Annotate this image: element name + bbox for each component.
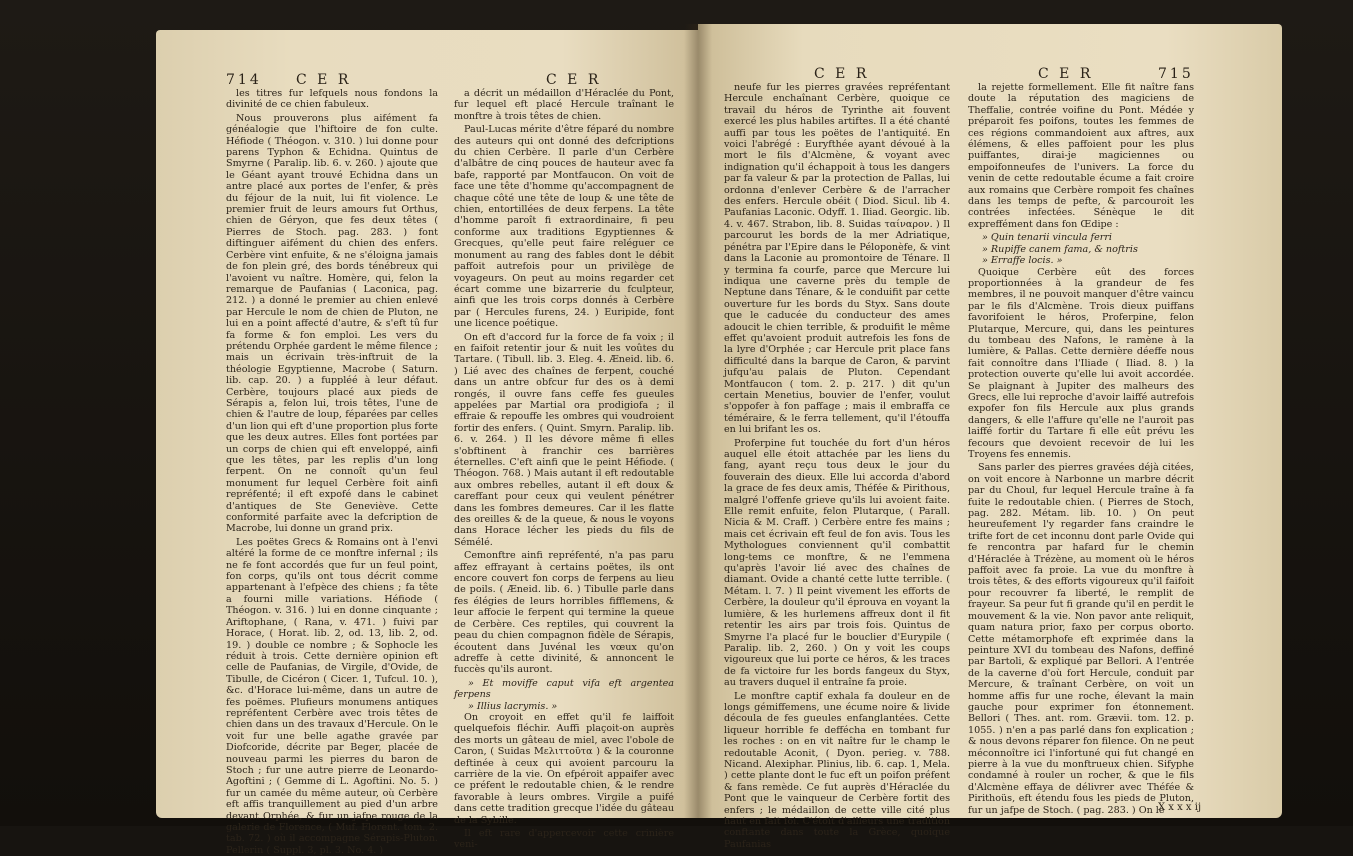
left-column-1 — [226, 88, 438, 856]
paragraph: Le monftre captif exhala fa douleur en de longs gémiffemens, une écume noire & livide découla de fes gueules enfanglantées. Cette liqueur horrible fe deffécha en tombant fur les roches : on en vit naître fur le champ le redoutable Aconit, ( Dyon. perieg. v. 788. Nicand. Alexiphar. Plinius, lib. 6. cap. 1, Mela. ) cette plante dont le fuc eft un poifon préfent & fans remède. Ce fut auprès d'Héraclée du Pont que le vainqueur de Cerbère fortit des enfers ; le médaillon de cette ville cité plus haut en fait foi. C'étoit d'ailleurs une tradition conftante dans toute la Grèce, quoique Paufanias — [724, 690, 950, 850]
paragraph: On croyoit en effet qu'il fe laiffoit quelquefois fléchir. Auffi plaçoit-on auprès des morts un gâteau de miel, avec l'obole de Caron, ( Suidas Μελιττοῦτα ) & la couronne deftinée à ceux qui avoient parcouru la carrière de la vie. On efpéroit appaifer avec ce préfent le redoutable chien, & le rendre favorable à leurs ombres. Virgile a puifé dans cette tradition grecque l'idée du gâteau de la Sybille. — [454, 711, 674, 826]
paragraph: Nous prouverons plus aifément fa généalogie que l'hiftoire de fon culte. Héfiode ( Théogon. v. 310. ) lui donne pour parens Typhon & Echidna. Quintus de Smyrne ( Paralip. lib. 6. v. 260. ) ajoute que le Géant ayant trouvé Echidna dans un antre placé aux portes de l'enfer, & près du féjour de la nuit, lui fit violence. Le premier fruit de leurs amours fut Orthus, chien de Géryon, que fes deux têtes ( Pierres de Stoch. pag. 283. ) font diftinguer aifément du chien des enfers. Cerbère vint enfuite, & ne s'éloigna jamais de fon plein gré, des bords ténébreux qui l'avoient vu naître. Homère, qui, felon la remarque de Paufanias ( Laconica, pag. 212. ) a donné le premier au chien enlevé par Hercule le nom de chien de Pluton, ne lui en a point affecté d'autre, & s'eft tû fur fa forme & fon emploi. Les vers du prétendu Orphée gardent le même filence ; mais un écrivain très-inftruit de la théologie Egyptienne, Macrobe ( Saturn. lib. cap. 20. ) a fuppléé à leur défaut. Cerbère, toujours placé aux pieds de Sérapis a, felon lui, trois têtes, l'une de chien & l'autre de loup, féparées par celles d'un lion qui eft d'une proportion plus forte que les deux autres. Elles font portées par un corps de chien qui eft enveloppé, ainfi que les têtes, par les replis d'un long ferpent. On ne connoît qu'un feul monument fur lequel Cerbère foit ainfi repréfenté; il eft expofé dans le cabinet d'antiques de Ste Geneviève. Cette conformité parfaite avec la defcription de Macrobe, lui donne un grand prix. — [226, 112, 438, 535]
verse-line: » Erraffe locis. » — [982, 255, 1063, 267]
paragraph: a décrit un médaillon d'Héraclée du Pont, fur lequel eft placé Hercule traînant le monftre à trois têtes de chien. — [454, 88, 674, 122]
right-running-head-second: C E R — [1038, 66, 1094, 82]
paragraph: On eft d'accord fur la force de fa voix ; il en faifoit retentir jour & nuit les voûtes du Tartare. ( Tibull. lib. 3. Eleg. 4. Æneid. lib. 6. ) Lié avec des chaînes de ferpent, couché dans un antre obfcur fur des os à demi rongés, il ouvre fans ceffe fes gueules appelées par Martial ora prodigiofa ; il effraie & repouffe les ombres qui voudroient fortir des enfers. ( Quint. Smyrn. Paralip. lib. 6. v. 264. ) Il les dévore même fi elles s'obftinent à franchir ces barrières éternelles. C'eft ainfi que le peint Héfiode. ( Théogon. 768. ) Mais autant il eft redoutable aux ombres rebelles, autant il eft doux & careffant pour ceux qui veulent pénétrer dans les fombres demeures. Car il les flatte des oreilles & de la queue, & nous le voyons dans Horace lécher les pieds du fils de Sémélé. — [454, 331, 674, 548]
verse-line: » Quin tenarii vincula ferri — [982, 232, 1112, 244]
paragraph: Cemonftre ainfi repréfenté, n'a pas paru affez effrayant à certains poëtes, ils ont encore couvert fon corps de ferpens au lieu de poils. ( Æneid. lib. 6. ) Tibulle parle dans fes élégies de leurs horribles fifflemens, & leur affocie le ferpent qui termine la queue de Cerbère. Ces reptiles, qui couvrent la peau du chien compagnon fidèle de Sérapis, écoutent dans Juvénal les vœux qu'on adreffe à cette divinité, & annoncent le fuccès qu'ils auront. — [454, 550, 674, 676]
left-running-head-second: C E R — [546, 72, 602, 88]
paragraph: Les poëtes Grecs & Romains ont à l'envi altéré la forme de ce monftre infernal ; ils ne fe font accordés que fur un feul point, fon corps, qu'ils ont tous décrit comme appartenant à l'efpèce des chiens ; fa tête a fourni mille variations. Héfiode ( Théogon. v. 316. ) lui en donne cinquante ; Ariftophane, ( Rana, v. 471. ) fuivi par Horace, ( Horat. lib. 2, od. 13, lib. 2, od. 19. ) double ce nombre ; & Sophocle les réduit à trois. Cette dernière opinion eft celle de Paufanias, de Virgile, d'Ovide, de Tibulle, de Cicéron ( Cicer. 1, Tufcul. 10. ), &c. d'Horace lui-même, dans un autre de fes poëmes. Plufieurs monumens antiques repréfentent Cerbère avec trois têtes de chien dans un des travaux d'Hercule. On le voit fur une belle agathe gravée par Diofcoride, décrite par Beger, placée de nouveau parmi les pierres du baron de Stoch ; fur une autre pierre de Leonardo-Agoftini ; ( Gemme di L. Agoftini. No. 5. ) fur un camée du même auteur, où Cerbère eft affis tranquillement au pied d'un arbre devant Orphée, & fur un jafpe rouge de la galerie de Florence, ( Muf. Florent. tom. 2. tab. 72. ) où il accompagne Sérapis-Pluton. Pellerin ( Suppl. 3, pl. 3. No. 4. ) — [226, 536, 438, 856]
left-running-head: C E R — [296, 72, 352, 88]
right-page — [698, 24, 1282, 850]
paragraph: Sans parler des pierres gravées déjà citées, on voit encore à Narbonne un marbre décrit par du Choul, fur lequel Hercule traîne à fa fuite le redoutable chien. ( Pierres de Stoch, pag. 282. Métam. lib. 10. ) On peut heureufement l'y regarder fans craindre le trifte fort de cet inconnu dont parle Ovide qui fe rencontra par hafard fur le chemin d'Héraclée à Trézène, au moment où le héros paffoit avec fa proie. La vue du monftre à trois têtes, & des efforts vigoureux qu'il faifoit pour recouvrer fa liberté, le remplit de frayeur. Sa peur fut fi grande qu'il en perdit le mouvement & la vie. Non pavor ante reliquit, quam natura prior, faxo per corpus oborto. Cette métamorphofe eft exprimée dans la peinture XVI du tombeau des Nafons, deffiné par Bartoli, & expliqué par Bellori. A l'entrée de la caverne d'où fort Hercule, conduit par Mercure, & traînant Cerbère, on voit un homme affis fur une roche, élevant la main gauche pour exprimer fon étonnement. Bellori ( Thes. ant. rom. Grævii. tom. 12. p. 1055. ) n'en a pas parlé dans fon explication ; & nous devons réparer fon filence. On ne peut méconnoître ici l'infortuné qui fut changé en pierre à la vue du monftrueux chien. Sifyphe condamné à rouler un rocher, & que le fils d'Alcmène effaya de délivrer avec Théfée & Pirithoüs, eft étendu fous les pieds de Pluton, fur un jafpe de Stoch. ( pag. 283. ) On le — [968, 462, 1194, 816]
paragraph: Paul-Lucas mérite d'être féparé du nombre des auteurs qui ont donné des defcriptions du chien Cerbère. Il parle d'un Cerbère d'albâtre de cinq pouces de hauteur avec fa bafe, rapporté par Montfaucon. On voit de face une tête d'homme qu'accompagnent de chaque côté une tête de loup & une tête de chien, entortillées de deux ferpens. La tête d'homme paroît fi extraordinaire, fi peu conforme aux traditions Egyptiennes & Grecques, qu'elle peut faire reléguer ce monument au rang des fables dont le débit paffoit autrefois pour un privilège de voyageurs. On peut au moins regarder cet écart comme une bizarrerie du fculpteur, ainfi que les trois corps donnés à Cerbère par ( Hercules furens, 24. ) Euripide, font une licence poétique. — [454, 124, 674, 330]
verse-line: » Et moviffe caput vifa eft argentea ferpens — [454, 677, 674, 701]
left-column-2 — [454, 88, 674, 851]
right-running-head: C E R — [814, 66, 870, 82]
verse-line: » Illius lacrymis. » — [468, 700, 558, 712]
paragraph: les titres fur lefquels nous fondons la divinité de ce chien fabuleux. — [226, 88, 438, 111]
paragraph: Quoique Cerbère eût des forces proportionnées à la grandeur de fes membres, il ne pouvoit manquer d'être vaincu par le fils d'Alcmène. Trois dieux puiffans favorifoient le héros, Proferpine, felon Plutarque, Mercure, qui, dans les peintures du tombeau des Nafons, le ramène à la lumière, & Pallas. Cette dernière déeffe nous fait connoître dans l'Iliade ( Iliad. 8. ) la protection ouverte qu'elle lui avoit accordée. Se plaignant à Jupiter des malheurs des Grecs, elle lui reproche d'avoir laiffé autrefois expofer fon fils Hercule aux plus grands dangers, & elle l'affure qu'elle ne l'auroit pas laiffé fortir du Tartare fi elle eût prévu les fecours que devoient recevoir de lui les Troyens fes ennemis. — [968, 266, 1194, 460]
paragraph: neufe fur les pierres gravées repréfentant Hercule enchaînant Cerbère, quoique ce travail du héros de Tyrinthe ait fouvent exercé les plus habiles artiftes. Il a été chanté auffi par tous les poëtes de l'antiquité. En voici l'abrégé : Euryfthée ayant dévoué à la mort le fils d'Alcmène, & voyant avec indignation qu'il échappoit à tous les dangers par fa valeur & par la protection de Pallas, lui ordonna d'enlever Cerbère & de l'arracher des enfers. Hercule obéit ( Diod. Sicul. lib 4. Paufanias Laconic. Odyff. 1. Iliad. Georgic. lib. 4. v. 467. Strabon, lib. 8. Suidas ταίναρον. ) Il parcourut les bords de la mer Adriatique, pénétra par l'Epire dans le Péloponèfe, & vint dans la Laconie au promontoire de Ténare. Il y termina fa courfe, parce que Mercure lui indiqua une caverne près du temple de Neptune dans Ténare, & le conduifit par cette ouverture fur les bords du Styx. Sans doute que le caducée du conducteur des ames adoucit le chien terrible, & produifit le même effet qu'avoient produit autrefois les fons de la lyre d'Orphée ; car Hercule prit place fans difficulté dans la barque de Caron, & parvint jufqu'au palais de Pluton. Cependant Montfaucon ( tom. 2. p. 217. ) dit qu'un certain Menetius, bouvier de l'enfer, voulut s'oppofer à fon paffage ; mais il embraffa ce téméraire, & le ferra tellement, qu'il l'étouffa en lui brifant les os. — [724, 82, 950, 436]
paragraph: Proferpine fut touchée du fort d'un héros auquel elle étoit attachée par les liens du fang, ayant reçu tous deux le jour du fouverain des dieux. Elle lui accorda d'abord la grace de fes deux amis, Théfée & Pirithous, malgré l'offenfe grieve qu'ils lui avoient faite. Elle remit enfuite, felon Plutarque, ( Parall. Nicia & M. Craff. ) Cerbère entre fes mains ; mais cet écrivain eft feul de fon avis. Tous les Mythologues conviennent qu'il combattit long-tems ce monftre, & ne l'emmena qu'après l'avoir lié avec des chaînes de diamant. Ovide a chanté cette lutte terrible. ( Métam. l. 7. ) Il peint vivement les efforts de Cerbère, la douleur qu'il éprouva en voyant la lumière, & les hurlemens affreux dont il fit retentir les airs par trois fois. Quintus de Smyrne l'a placé fur le bouclier d'Eurypile ( Paralip. lib. 2, 260. ) On y voit les coups vigoureux que lui porte ce héros, & les traces de fa victoire fur les bords fangeux du Styx, au travers duquel il entraîne fa proie. — [724, 437, 950, 689]
right-column-1 — [724, 82, 950, 850]
verse-line: » Rupiffe canem fama, & noftris — [982, 243, 1138, 255]
signature-mark: X x x x ij — [1158, 802, 1202, 813]
left-page-number: 714 — [226, 72, 262, 88]
left-page — [156, 30, 698, 856]
paragraph: Il eft rare d'appercevoir cette crinière veni- — [454, 828, 674, 851]
right-page-number: 715 — [1158, 66, 1194, 82]
paragraph: la rejette formellement. Elle fit naître fans doute la réputation des magiciens de Theffalie, contrée voifine du Pont. Médée y préparoit fes poifons, toutes les femmes de ces régions commandoient aux aftres, aux élémens, & elles paffoient pour les plus puiffantes, dirai-je magiciennes ou empoifonneufes de l'univers. La force du venin de cette redoutable écume a fait croire aux romains que Cerbère rompoit fes chaînes dans les temps de pefte, & parcouroit les contrées infectées. Sénèque le dit expreffément dans fon Œdipe : — [968, 82, 1194, 230]
